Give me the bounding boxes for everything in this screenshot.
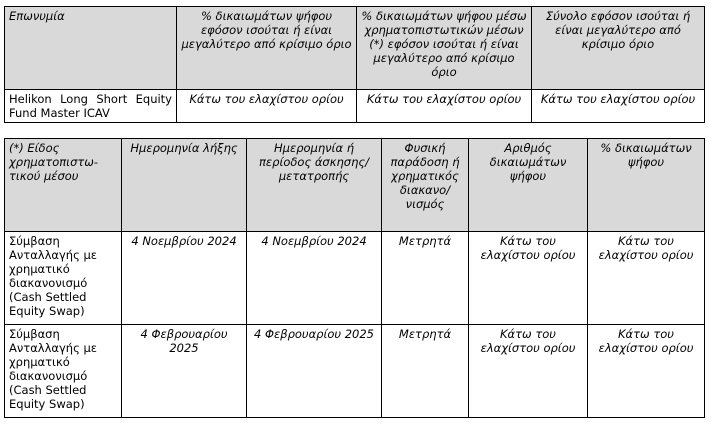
voting-rights-pct-cell: Κάτω του ελαχίστου ορίου	[588, 325, 705, 418]
exercise-date-cell: 4 Φεβρουαρίου 2025	[247, 325, 382, 418]
voting-rights-header-row	[5, 7, 705, 90]
total-value: Κάτω του ελαχίστου ορίου	[532, 90, 705, 123]
holder-name-line2: Fund Master ICAV	[9, 106, 110, 120]
voting-rights-table	[4, 6, 705, 123]
voting-rights-count-cell: Κάτω του ελαχίστου ορίου	[469, 325, 588, 418]
header-settlement: Φυσική παράδοση ή χρηματικός διακανο/ νισμός	[382, 139, 469, 232]
header-name: Επωνυμία	[5, 7, 177, 90]
exercise-date-cell: 4 Νοεμβρίου 2024	[247, 232, 382, 325]
voting-rights-value: Κάτω του ελαχίστου ορίου	[177, 90, 357, 123]
table-row	[5, 90, 705, 123]
header-exercise-period: Ημερομηνία ή περίοδος άσκησης/ μετατροπής	[247, 139, 382, 232]
header-instruments-voting-pct: % δικαιωμάτων ψήφου μέσω χρηματοπιστωτικών μέσων (*) εφόσον ισούται ή είναι μεγαλύτερο από κρίσιμο όριο	[357, 7, 532, 90]
expiry-date-cell: 4 Φεβρουαρίου 2025	[122, 325, 247, 418]
table-row	[5, 325, 705, 418]
header-instrument-type: (*) Είδος χρηματοπιστω-τικού μέσου	[5, 139, 122, 232]
holder-name-cell	[5, 90, 177, 123]
settlement-cell: Μετρητά	[382, 232, 469, 325]
instrument-type-cell: Σύμβαση Ανταλλαγής με χρηματικό διακανονισμό (Cash Settled Equity Swap)	[5, 325, 122, 418]
header-expiry-date: Ημερομηνία λήξης	[122, 139, 247, 232]
expiry-date-cell: 4 Νοεμβρίου 2024	[122, 232, 247, 325]
holder-name-line1: Helikon Long Short Equity	[9, 92, 172, 106]
header-voting-rights-count: Αριθμός δικαιωμάτων ψήφου	[469, 139, 588, 232]
instruments-header-row	[5, 139, 705, 232]
financial-instruments-table	[4, 138, 705, 418]
header-voting-rights-pct: % δικαιωμάτων ψήφου	[588, 139, 705, 232]
instrument-type-cell: Σύμβαση Ανταλλαγής με χρηματικό διακανονισμό (Cash Settled Equity Swap)	[5, 232, 122, 325]
header-voting-rights-pct: % δικαιωμάτων ψήφου εφόσον ισούται ή είναι μεγαλύτερο από κρίσιμο όριο	[177, 7, 357, 90]
settlement-cell: Μετρητά	[382, 325, 469, 418]
instruments-voting-value: Κάτω του ελαχίστου ορίου	[357, 90, 532, 123]
header-total: Σύνολο εφόσον ισούται ή είναι μεγαλύτερο από κρίσιμο όριο	[532, 7, 705, 90]
table-row	[5, 232, 705, 325]
voting-rights-count-cell: Κάτω του ελαχίστου ορίου	[469, 232, 588, 325]
voting-rights-pct-cell: Κάτω του ελαχίστου ορίου	[588, 232, 705, 325]
